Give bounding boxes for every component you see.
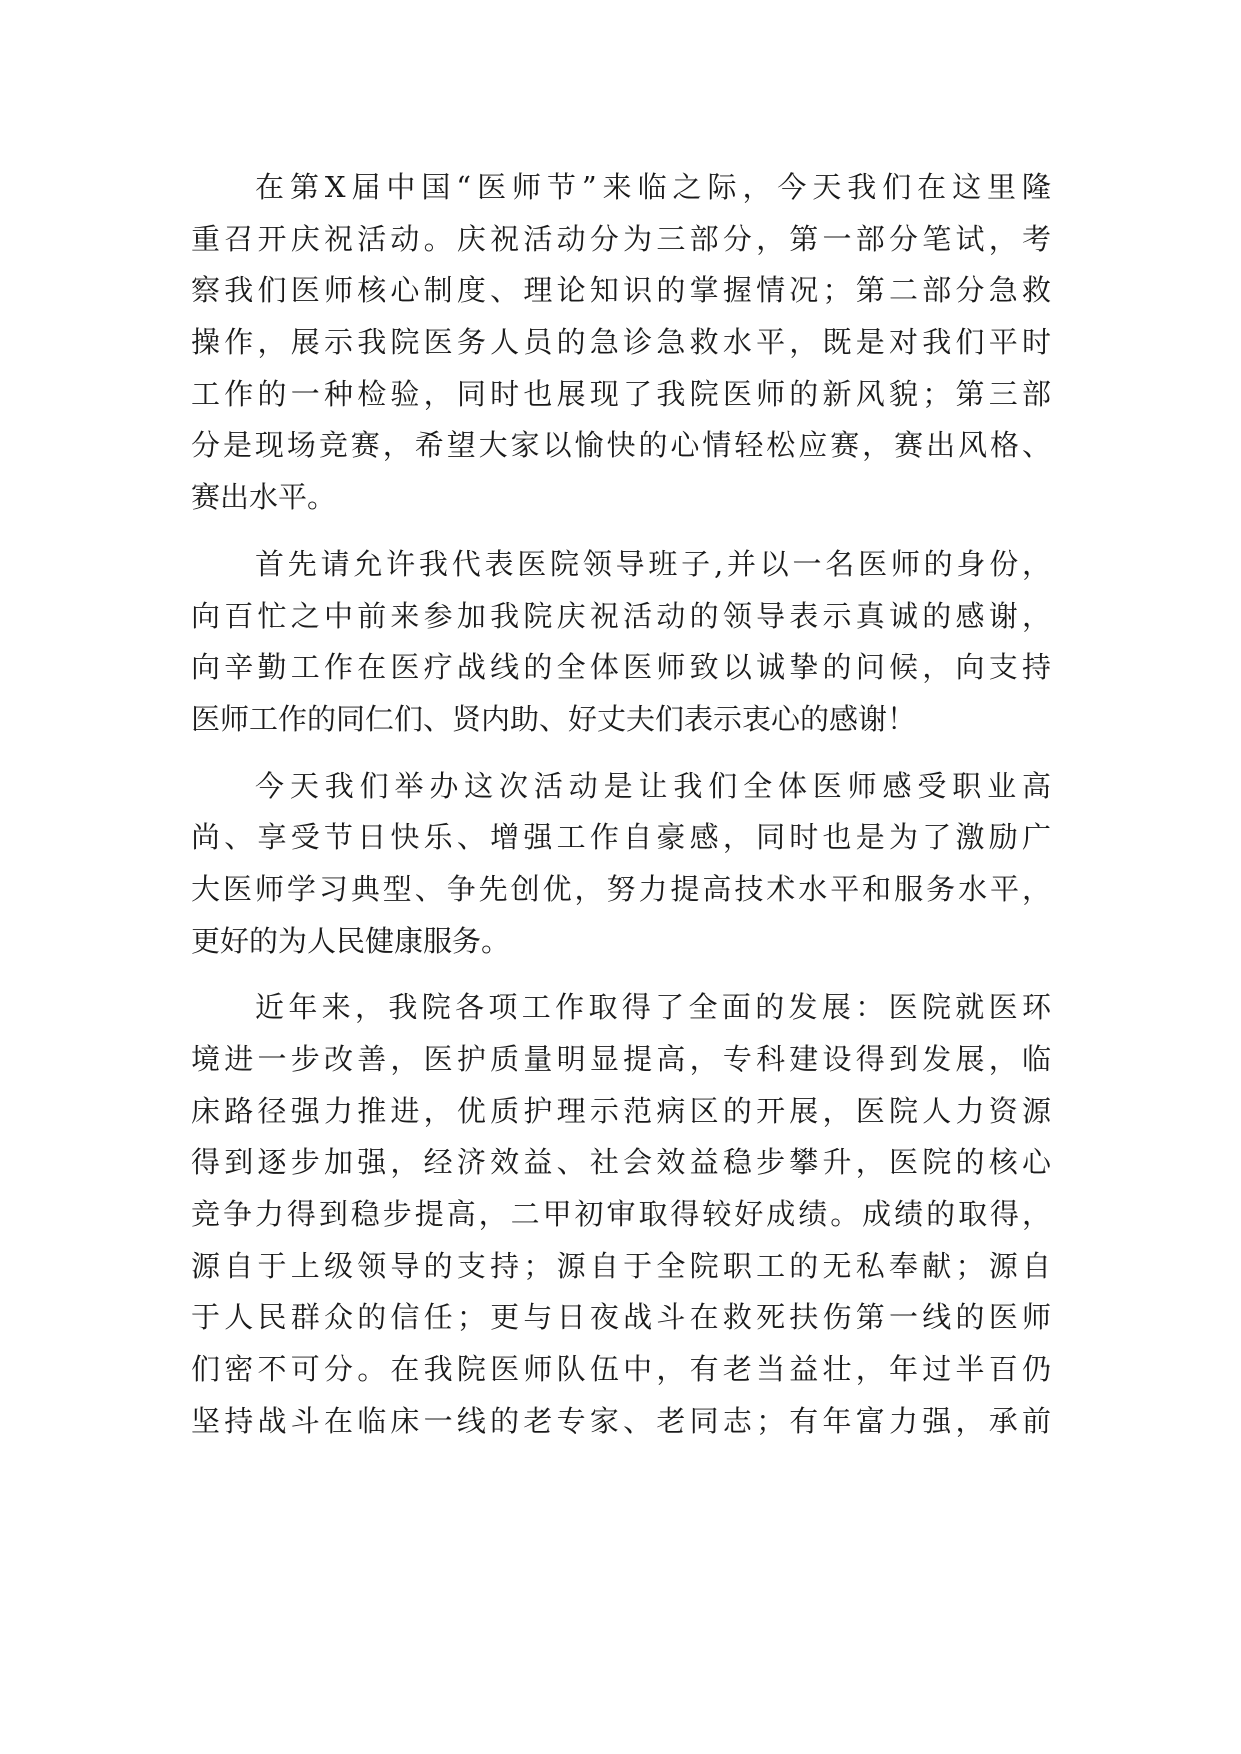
paragraph-spacer — [191, 524, 1051, 539]
text-line: 医师工作的同仁们、贤内助、好丈夫们表示衷心的感谢！ — [191, 701, 917, 736]
text-line: 分是现场竞赛，希望大家以愉快的心情轻松应赛，赛出风格、 — [191, 428, 1051, 463]
paragraph-spacer — [191, 746, 1051, 761]
text-line: 重召开庆祝活动。庆祝活动分为三部分，第一部分笔试，考 — [191, 221, 1051, 256]
text-line: 察我们医师核心制度、理论知识的掌握情况；第二部分急救 — [191, 273, 1051, 308]
text-line: 向百忙之中前来参加我院庆祝活动的领导表示真诚的感谢， — [191, 598, 1051, 633]
text-line: 向辛勤工作在医疗战线的全体医师致以诚挚的问候，向支持 — [191, 650, 1051, 685]
text-line: 近年来，我院各项工作取得了全面的发展：医院就医环 — [255, 990, 1051, 1025]
text-line: 赛出水平。 — [191, 480, 337, 515]
text-line: 竞争力得到稳步提高，二甲初审取得较好成绩。成绩的取得， — [191, 1197, 1051, 1232]
text-line: 境进一步改善，医护质量明显提高，专科建设得到发展，临 — [191, 1042, 1051, 1076]
document-body — [191, 162, 1051, 1448]
paragraph — [191, 162, 1051, 524]
text-line: 在第X届中国“医师节”来临之际，今天我们在这里隆 — [255, 170, 1051, 204]
text-line: 坚持战斗在临床一线的老专家、老同志；有年富力强，承前 — [191, 1403, 1051, 1438]
paragraph — [191, 539, 1051, 746]
paragraph — [191, 761, 1051, 968]
paragraph — [191, 982, 1051, 1447]
text-line: 床路径强力推进，优质护理示范病区的开展，医院人力资源 — [191, 1093, 1051, 1128]
text-line: 工作的一种检验，同时也展现了我院医师的新风貌；第三部 — [191, 376, 1051, 411]
text-line: 于人民群众的信任；更与日夜战斗在救死扶伤第一线的医师 — [191, 1300, 1051, 1335]
text-line: 源自于上级领导的支持；源自于全院职工的无私奉献；源自 — [191, 1248, 1051, 1283]
text-line: 今天我们举办这次活动是让我们全体医师感受职业高 — [255, 768, 1051, 803]
paragraph-spacer — [191, 967, 1051, 982]
text-line: 得到逐步加强，经济效益、社会效益稳步攀升，医院的核心 — [191, 1145, 1051, 1180]
text-line: 首先请允许我代表医院领导班子,并以一名医师的身份， — [255, 546, 1051, 581]
text-line: 更好的为人民健康服务。 — [191, 923, 511, 958]
text-line: 大医师学习典型、争先创优，努力提高技术水平和服务水平， — [191, 871, 1051, 906]
text-line: 操作，展示我院医务人员的急诊急救水平，既是对我们平时 — [191, 325, 1051, 360]
text-line: 们密不可分。在我院医师队伍中，有老当益壮，年过半百仍 — [191, 1352, 1051, 1387]
text-line: 尚、享受节日快乐、增强工作自豪感，同时也是为了激励广 — [191, 820, 1051, 855]
